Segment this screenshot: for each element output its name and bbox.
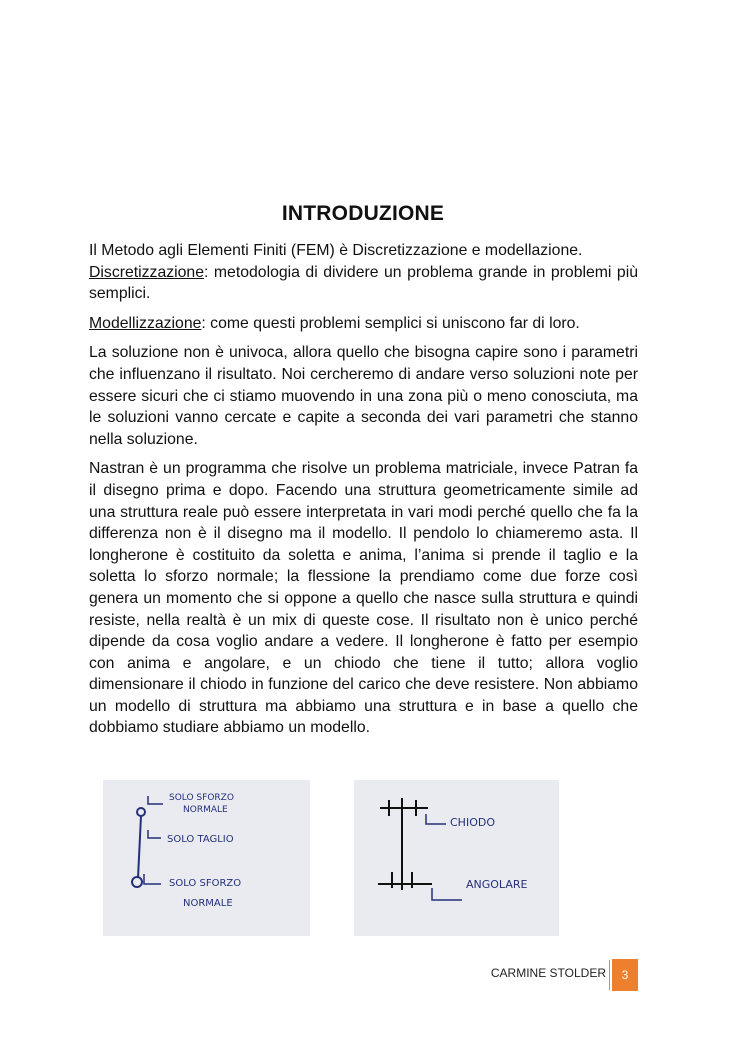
term-modellizzazione: Modellizzazione [89,314,202,332]
paragraph-1-intro: Il Metodo agli Elementi Finiti (FEM) è Discretizzazione e modellazione. [89,242,583,259]
paragraph-1-definition: : metodologia di dividere un problema grande in problemi più semplici. [89,263,638,303]
spar-sketch-drawing [354,780,559,936]
footer-divider [609,960,610,990]
footer-author: CARMINE STOLDER [490,966,606,980]
label-solo-taglio: SOLO TAGLIO [167,834,234,845]
paragraph-2 [89,313,638,335]
page-number-badge: 3 [612,959,638,991]
paragraph-2-definition: : come questi problemi semplici si uniscono far di loro. [201,314,580,332]
label-solo-sforzo-bottom: SOLO SFORZO [169,878,242,889]
label-normale-top: NORMALE [183,805,228,815]
paragraph-4: Nastran è un programma che risolve un problema matriciale, invece Patran fa il disegno prima e dopo. Facendo una struttura geometricamente simile ad una struttura reale può essere interpretata in vari modi perché quello che fa la differenza non è il disegno ma il modello. Il pendolo lo chiameremo asta. Il longherone è costituito da soletta e anima, l’anima si prende il taglio e la soletta lo sforzo normale; la flessione la prendiamo come due forze così genera un momento che si oppone a quello che nasce sulla struttura e quindi resiste, nella realtà è un mix di queste cose. Il risultato non è unico perché dipende da cosa voglio andare a vedere. Il longherone è fatto per esempio con anima e angolare, e un chiodo che tiene il tutto; allora voglio dimensionare il chiodo in funzione del carico che deve resistere. Non abbiamo un modello di struttura ma abbiamo una struttura e in base a quello che dobbiamo studiare abbiamo un modello. [89,460,638,737]
label-angolare: ANGOLARE [466,878,528,891]
label-solo-sforzo-normale-top: SOLO SFORZO [169,793,234,803]
paragraph-3: La soluzione non è univoca, allora quello che bisogna capire sono i parametri che influenzano il risultato. Noi cercheremo di andare verso soluzioni note per essere sicuri che ci stiamo muovendo in una zona più o meno conosciuta, ma le soluzioni vanno cercate e capite a seconda dei vari parametri che stanno nella soluzione. [89,344,638,448]
body-text [89,240,638,747]
sketch-photo-beam [103,780,310,936]
label-chiodo: CHIODO [450,816,495,829]
sketch-photo-spar [354,780,559,936]
label-normale-bottom: NORMALE [183,898,233,909]
page-title: INTRODUZIONE [281,202,445,225]
beam-sketch-drawing [103,780,310,936]
paragraph-1 [89,240,638,305]
term-discretizzazione: Discretizzazione [89,263,205,281]
